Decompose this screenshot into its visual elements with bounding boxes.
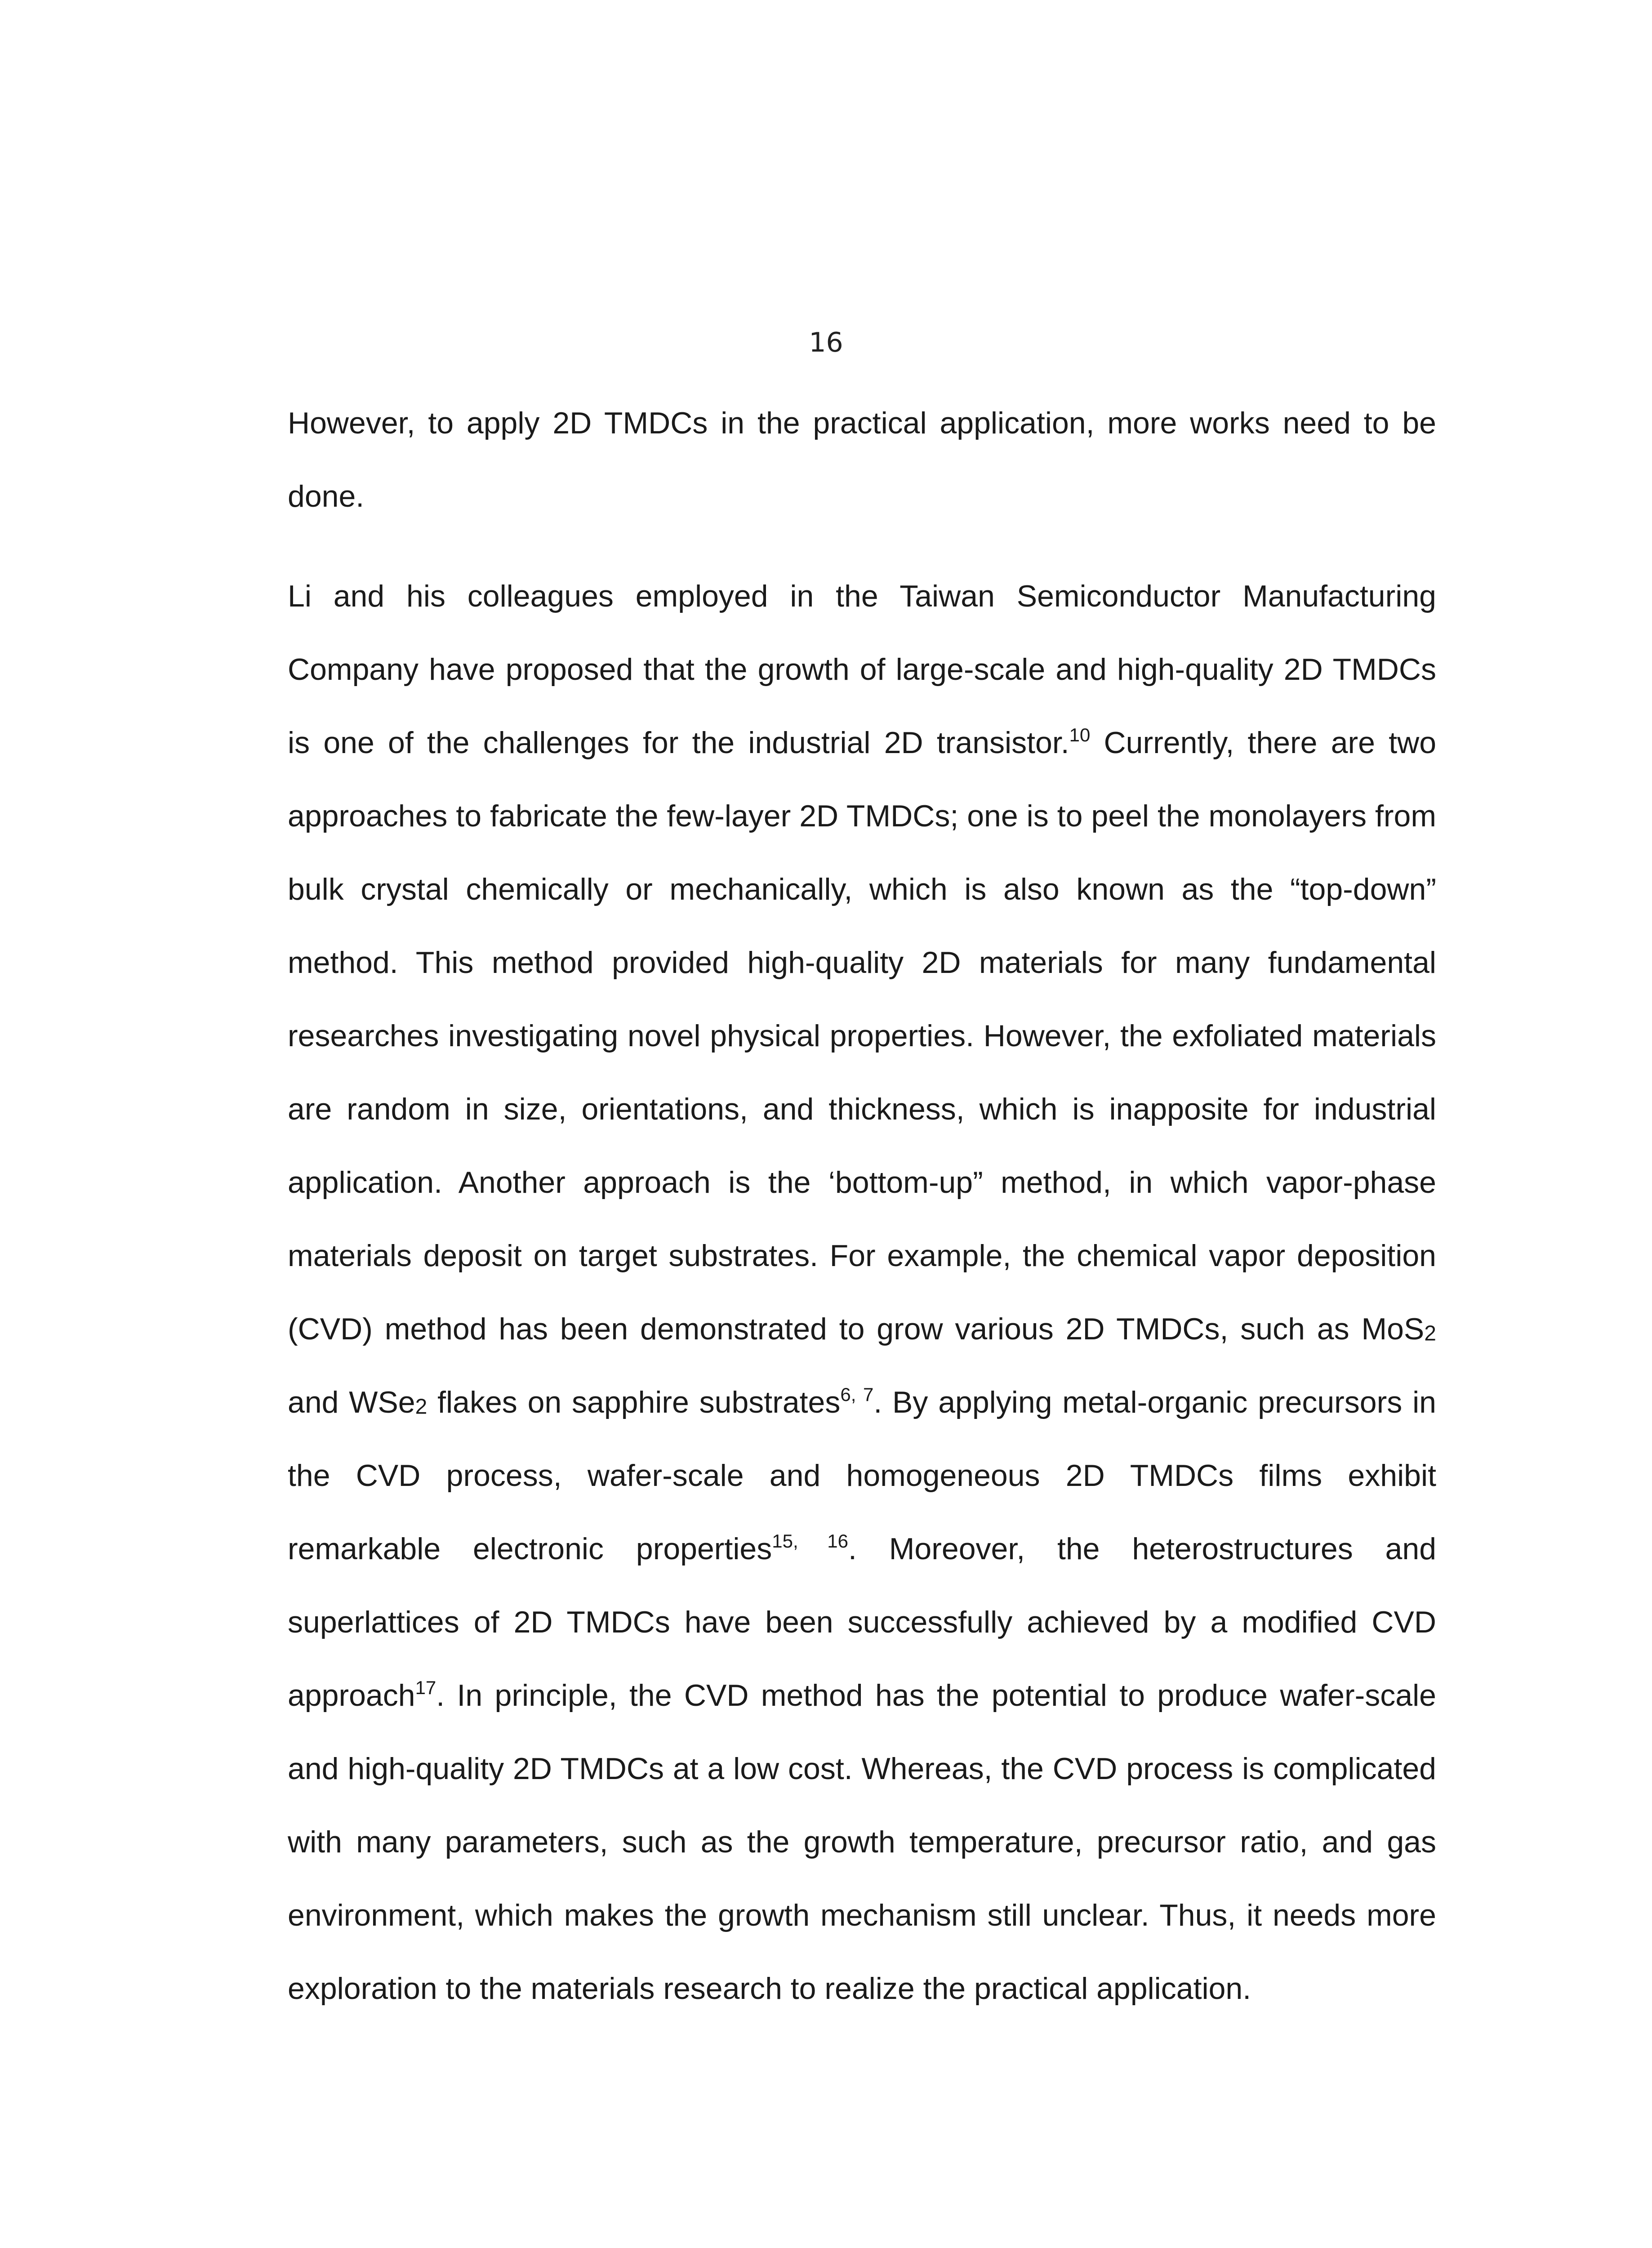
paragraph-main-text-1: Li and his colleagues employed in the Taiwan Semiconductor Manufacturing Company have proposed that the growth of large-scale and high-quality 2D TMDCs is one of the challenges for the industrial 2D transistor. (288, 579, 1436, 760)
subscript-mos2: 2 (1424, 1321, 1436, 1346)
paragraph-main-text-4: flakes on sapphire substrates (427, 1385, 841, 1419)
paragraph-main-text-7: . In principle, the CVD method has the potential to produce wafer-scale and high-quality 2D TMDCs at a low cost. Whereas, the CVD process is complicated with many parameters, such as the growth temperature, precursor ratio, and gas environment, which makes the growth mechanism still unclear. Thus, it needs more exploration to the materials research to realize the practical application. (288, 1678, 1436, 2006)
citation-ref-10: 10 (1069, 724, 1091, 745)
paragraph-intro-text: However, to apply 2D TMDCs in the practical application, more works need to be done. (288, 406, 1436, 513)
page-number: 16 (809, 327, 843, 358)
citation-ref-15-16: 15, 16 (772, 1530, 849, 1552)
subscript-wse2: 2 (415, 1395, 427, 1419)
paragraph-main-text-5: . By applying metal-organic precursors in the CVD process, wafer-scale and homogeneous 2D TMDCs films exhibit remarkable electronic properties (288, 1385, 1437, 1566)
paragraph-main-text-2: Currently, there are two approaches to fabricate the few-layer 2D TMDCs; one is to peel the monolayers from bulk crystal chemically or mechanically, which is also known as the “top-down” method. This method provided high-quality 2D materials for many fundamental researches investigating novel physical properties. However, the exfoliated materials are random in size, orientations, and thickness, which is inapposite for industrial application. Another approach is the ‘bottom-up” method, in which vapor-phase materials deposit on target substrates. For example, the chemical vapor deposition (CVD) method has been demonstrated to grow various 2D TMDCs, such as MoS (288, 726, 1437, 1346)
paragraph-intro (288, 387, 1436, 533)
paragraph-main-text-6: . Moreover, the heterostructures and superlattices of 2D TMDCs have been successfully achieved by a modified CVD approach (288, 1532, 1437, 1713)
paragraph-main (288, 560, 1436, 2025)
citation-ref-17: 17 (415, 1677, 436, 1698)
citation-ref-6-7: 6, 7 (840, 1383, 874, 1405)
paragraph-main-text-3: and WSe (288, 1385, 415, 1419)
